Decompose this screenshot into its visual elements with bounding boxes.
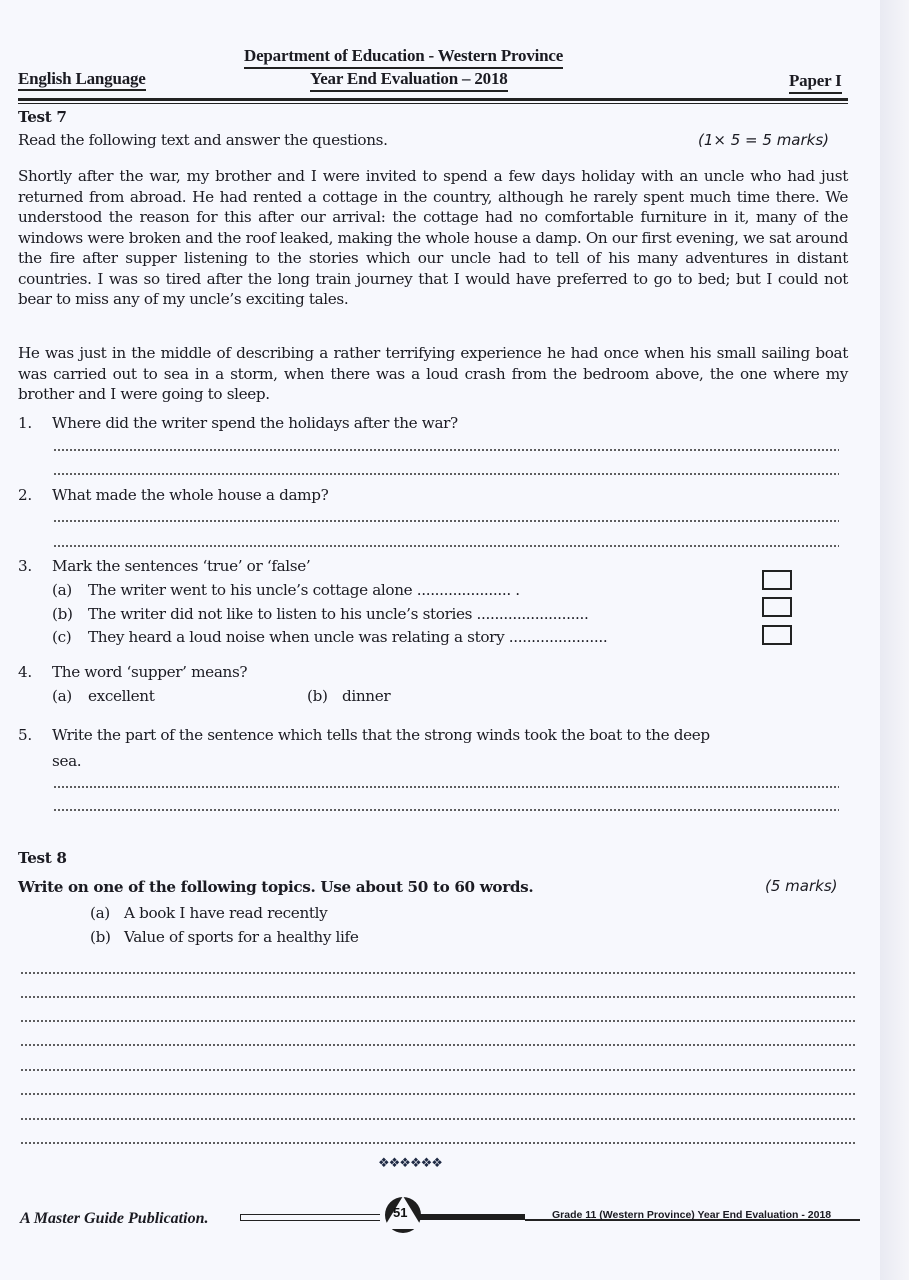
answer-line[interactable] bbox=[53, 809, 839, 811]
test7-title: Test 7 bbox=[18, 108, 67, 126]
question-2-number: 2. bbox=[18, 486, 32, 504]
question-3-text: Mark the sentences ‘true’ or ‘false’ bbox=[52, 557, 311, 575]
publisher-name: A Master Guide Publication. bbox=[20, 1210, 209, 1227]
statement-b-text: The writer did not like to listen to his uncle’s stories ......................... bbox=[88, 605, 589, 623]
true-false-box-c[interactable] bbox=[762, 625, 792, 645]
passage-text-2: He was just in the middle of describing a rather terrifying experience he had once when his small sailing boat was carried out to sea in a storm, when there was a loud crash from the bedroom above, the one where my brother and I were going to sleep. bbox=[18, 344, 848, 403]
true-false-box-b[interactable] bbox=[762, 597, 792, 617]
topic-b-label: (b) bbox=[90, 928, 111, 946]
statement-c-text: They heard a loud noise when uncle was relating a story ...................... bbox=[88, 628, 608, 646]
topic-a-label: (a) bbox=[90, 904, 110, 922]
test8-marks: (5 marks) bbox=[765, 877, 838, 895]
answer-line[interactable] bbox=[53, 520, 839, 522]
test8-title: Test 8 bbox=[18, 849, 67, 867]
passage-paragraph-1 bbox=[18, 166, 848, 310]
question-5-number: 5. bbox=[18, 726, 32, 744]
question-1-text: Where did the writer spend the holidays after the war? bbox=[52, 414, 458, 432]
essay-line[interactable] bbox=[20, 972, 856, 974]
option-b-label: (b) bbox=[307, 687, 328, 705]
essay-line[interactable] bbox=[20, 1044, 856, 1046]
essay-line[interactable] bbox=[20, 1069, 856, 1071]
question-5-text-line1: Write the part of the sentence which tells that the strong winds took the boat to the deep bbox=[52, 726, 710, 744]
paper-label: Paper I bbox=[789, 71, 842, 94]
subject-label bbox=[18, 69, 146, 89]
essay-line[interactable] bbox=[20, 996, 856, 998]
header-rule-thin bbox=[18, 103, 848, 104]
topic-b-text: Value of sports for a healthy life bbox=[124, 928, 359, 946]
passage-text-1: Shortly after the war, my brother and I were invited to spend a few days holiday with an uncle who had just returned from abroad. He had rented a cottage in the country, although he rarely spent much time there. We understood the reason for this after our arrival: the cottage had no comfortable furniture in it, many of the windows were broken and the roof leaked, making the whole house a damp. On our first evening, we sat around the fire after supper listening to the stories which our uncle had to tell of his many adventures in distant countries. I was so tired after the long train journey that I would have preferred to go to bed; but I could not bear to miss any of my uncle’s exciting tales. bbox=[18, 167, 848, 308]
question-4-number: 4. bbox=[18, 663, 32, 681]
statement-c-label: (c) bbox=[52, 628, 72, 646]
answer-line[interactable] bbox=[53, 473, 839, 475]
test7-marks: (1× 5 = 5 marks) bbox=[698, 131, 830, 149]
option-a-text[interactable]: excellent bbox=[88, 687, 155, 705]
page-number: 51 bbox=[393, 1205, 408, 1220]
question-4-text: The word ‘supper’ means? bbox=[52, 663, 248, 681]
answer-line[interactable] bbox=[53, 449, 839, 451]
statement-b-label: (b) bbox=[52, 605, 73, 623]
essay-line[interactable] bbox=[20, 1142, 856, 1144]
evaluation-heading: Year End Evaluation – 2018 bbox=[310, 69, 508, 92]
essay-line[interactable] bbox=[20, 1118, 856, 1120]
answer-line[interactable] bbox=[53, 786, 839, 788]
test7-instruction: Read the following text and answer the questions. bbox=[18, 131, 388, 149]
page-edge-shadow bbox=[880, 0, 909, 1280]
question-2-text: What made the whole house a damp? bbox=[52, 486, 329, 504]
essay-line[interactable] bbox=[20, 1020, 856, 1022]
footer-bar-left bbox=[240, 1214, 380, 1221]
question-1-number: 1. bbox=[18, 414, 32, 432]
test8-instruction: Write on one of the following topics. Use about 50 to 60 words. bbox=[18, 878, 534, 896]
footer-series: Grade 11 (Western Province) Year End Evaluation - 2018 bbox=[552, 1209, 832, 1221]
end-ornament-icon: ❖❖❖❖❖❖ bbox=[378, 1156, 442, 1171]
option-b-text[interactable]: dinner bbox=[342, 687, 391, 705]
department-heading: Department of Education - Western Province bbox=[244, 46, 563, 69]
footer-bar-right bbox=[420, 1214, 525, 1220]
answer-line[interactable] bbox=[53, 545, 839, 547]
option-a-label: (a) bbox=[52, 687, 72, 705]
statement-a-label: (a) bbox=[52, 581, 72, 599]
question-3-number: 3. bbox=[18, 557, 32, 575]
header-rule bbox=[18, 98, 848, 101]
essay-line[interactable] bbox=[20, 1093, 856, 1095]
true-false-box-a[interactable] bbox=[762, 570, 792, 590]
passage-paragraph-2 bbox=[18, 343, 848, 405]
topic-a-text: A book I have read recently bbox=[124, 904, 328, 922]
statement-a-text: The writer went to his uncle’s cottage alone ..................... . bbox=[88, 581, 520, 599]
question-5-text-line2: sea. bbox=[52, 752, 82, 770]
subject-text: English Language bbox=[18, 69, 146, 91]
